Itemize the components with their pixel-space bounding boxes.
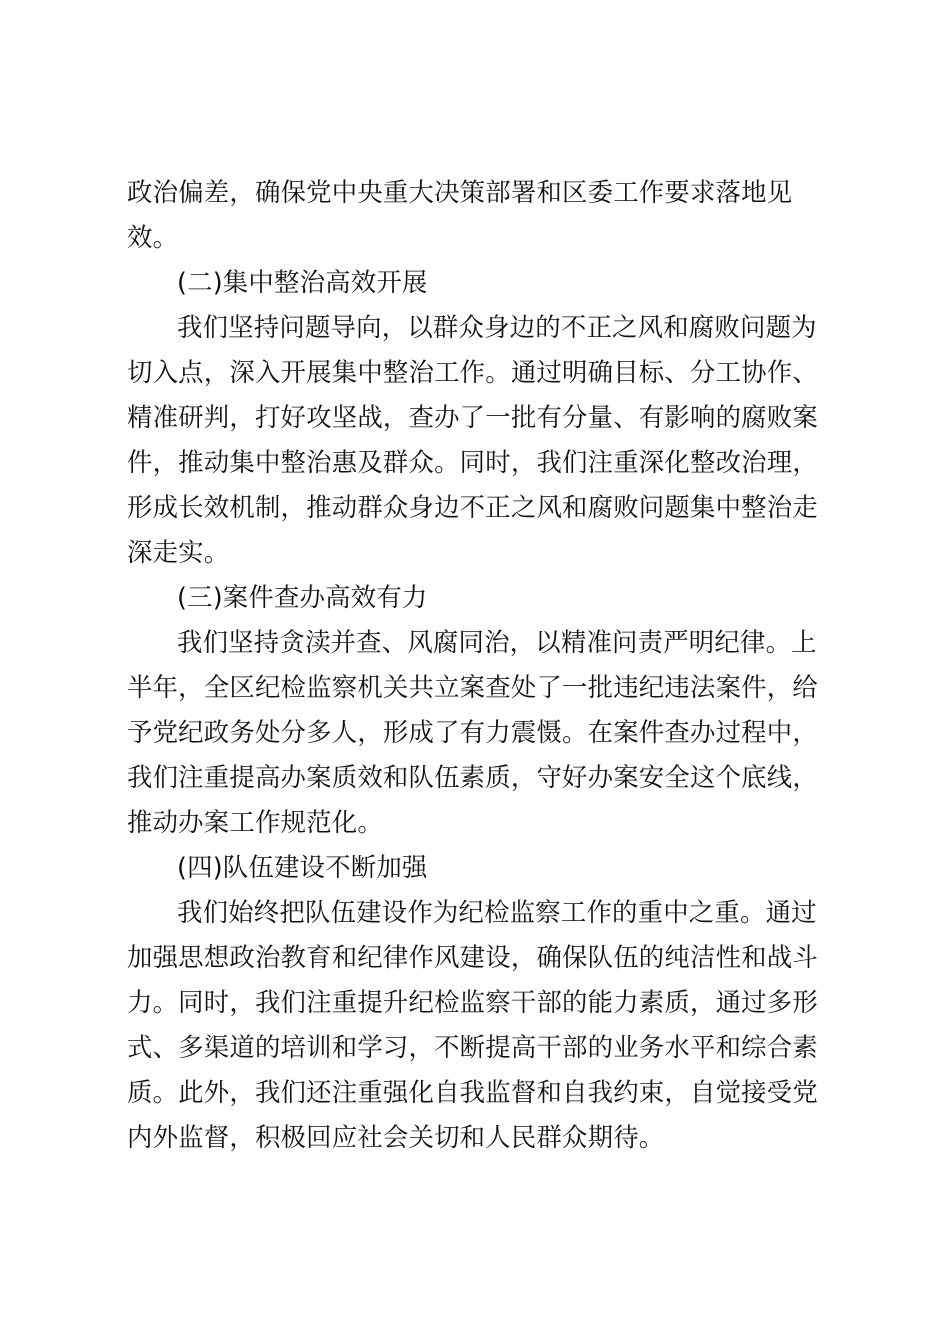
body-line: 内外监督，积极回应社会关切和人民群众期待。 (127, 1122, 665, 1152)
body-line: 推动办案工作规范化。 (127, 807, 383, 837)
paragraph-first-line: 我们坚持问题导向，以群众身边的不正之风和腐败问题为 (177, 312, 817, 342)
body-line: 式、多渠道的培训和学习，不断提高干部的业务水平和综合素 (127, 1032, 818, 1062)
document-body (127, 170, 819, 1160)
body-line: 予党纪政务处分多人，形成了有力震慑。在案件查办过程中， (127, 717, 818, 747)
body-line: 质。此外，我们还注重强化自我监督和自我约束，自觉接受党 (127, 1077, 818, 1107)
body-line: 加强思想政治教育和纪律作风建设，确保队伍的纯洁性和战斗 (127, 942, 818, 972)
section-heading: (二)集中整治高效开展 (177, 267, 428, 297)
body-line: 我们注重提高办案质效和队伍素质，守好办案安全这个底线， (127, 762, 818, 792)
section-heading: (三)案件查办高效有力 (177, 582, 428, 612)
body-line: 件，推动集中整治惠及群众。同时，我们注重深化整改治理， (127, 447, 818, 477)
body-line: 形成长效机制，推动群众身边不正之风和腐败问题集中整治走 (127, 492, 818, 522)
body-line: 政治偏差，确保党中央重大决策部署和区委工作要求落地见 (127, 177, 793, 207)
body-line: 力。同时，我们注重提升纪检监察干部的能力素质，通过多形 (127, 987, 818, 1017)
paragraph-first-line: 我们始终把队伍建设作为纪检监察工作的重中之重。通过 (177, 897, 817, 927)
paragraph-first-line: 我们坚持贪渎并查、风腐同治，以精准问责严明纪律。上 (177, 627, 817, 657)
body-line: 切入点，深入开展集中整治工作。通过明确目标、分工协作、 (127, 357, 818, 387)
section-heading: (四)队伍建设不断加强 (177, 852, 428, 882)
body-line: 深走实。 (127, 537, 230, 567)
body-line: 效。 (127, 222, 179, 252)
body-line: 精准研判，打好攻坚战，查办了一批有分量、有影响的腐败案 (127, 402, 818, 432)
body-line: 半年，全区纪检监察机关共立案查处了一批违纪违法案件，给 (127, 672, 818, 702)
